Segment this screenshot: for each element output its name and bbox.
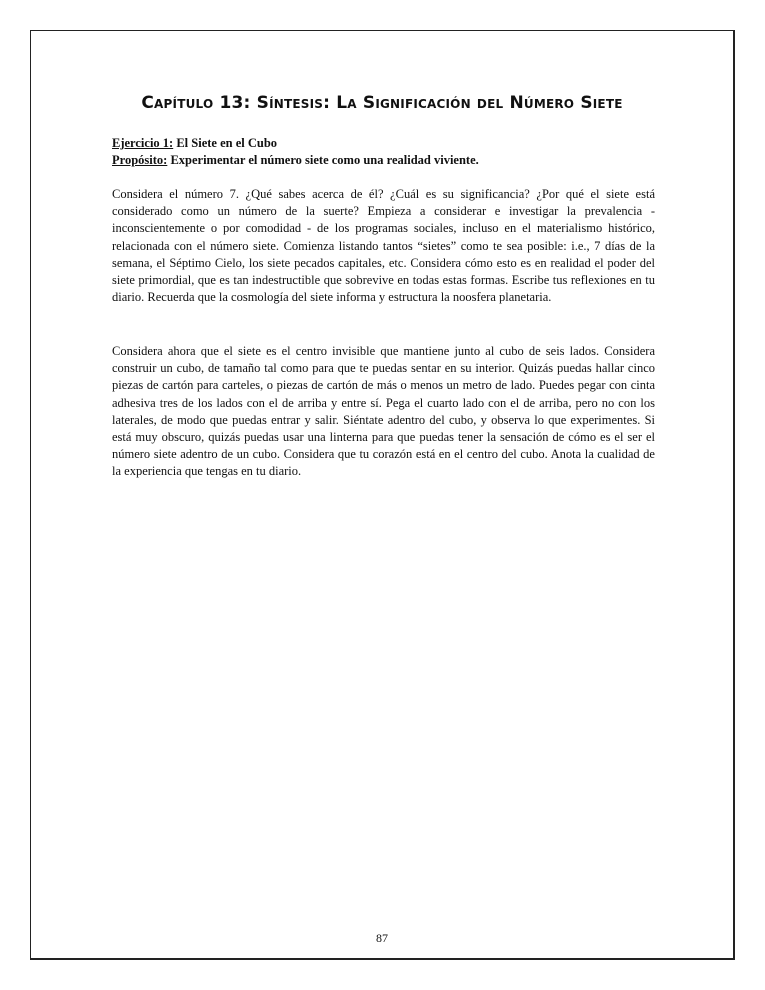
chapter-title: Capítulo 13: Síntesis: La Significación del Número Siete xyxy=(141,93,623,113)
body-paragraph: Considera ahora que el siete es el centro invisible que mantiene junto al cubo de seis lados. Considera construir un cubo, de tamaño tal como para que te puedas sentar en su interior. Quizás puedas hallar cinco piezas de cartón para carteles, o piezas de cartón de más o menos un metro de lado. Puedes pegar con cinta adhesiva tres de los lados con el de arriba y entre sí. Pega el cuarto lado con el de arriba, pero no con los laterales, de modo que puedas entrar y salir. Siéntate adentro del cubo, y observa lo que experimentes. Si está muy obscuro, quizás puedas usar una linterna para que puedas tener la sensación de cómo es el ser el número siete adentro de un cubo. Considera que tu corazón está en el centro del cubo. Anota la cualidad de la experiencia que tengas en tu diario. xyxy=(112,344,655,479)
exercise-header xyxy=(112,135,657,169)
body-paragraph: Considera el número 7. ¿Qué sabes acerca de él? ¿Cuál es su significancia? ¿Por qué el siete está considerado como un número de la suerte? Empieza a considerar e investigar la prevalencia - inconscientemente o por comodidad - de los programas sociales, incluso en el materialismo histórico, relacionada con el número siete. Comienza listando tantos “sietes” como te sea posible: i.e., 7 días de la semana, el Séptimo Cielo, los siete pecados capitales, etc. Considera cómo esto es en realidad el poder del siete primordial, que es tan indestructible que sobrevive en todas estas formas. Escribe tus reflexiones en tu diario. Recuerda que la cosmología del siete informa y estructura la noosfera planetaria. xyxy=(112,187,655,305)
exercise-number-label: Ejercicio 1: xyxy=(112,136,174,150)
purpose-label: Propósito: xyxy=(112,153,168,167)
page-frame xyxy=(30,30,735,960)
exercise-name: El Siete en el Cubo xyxy=(176,136,278,150)
exercise-purpose-line xyxy=(112,152,657,169)
purpose-text: Experimentar el número siete como una realidad viviente. xyxy=(170,153,479,167)
exercise-title-line xyxy=(112,135,657,152)
page-number: 87 xyxy=(376,931,388,945)
